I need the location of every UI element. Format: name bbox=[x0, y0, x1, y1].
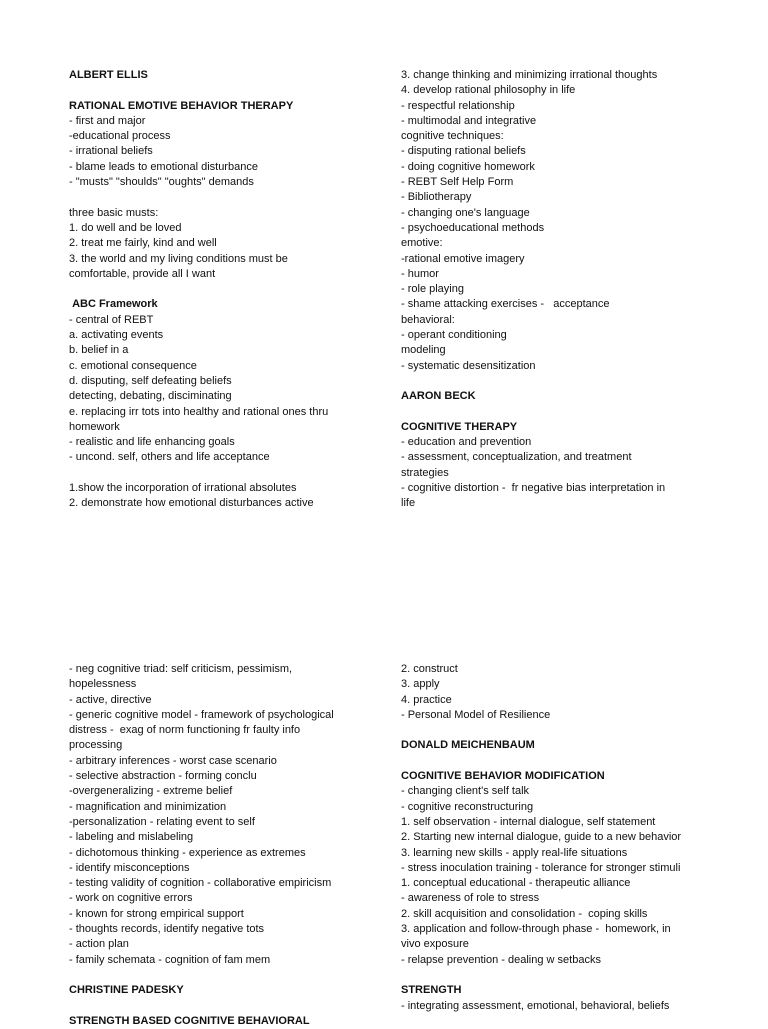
text-line: - arbitrary inferences - worst case scenario bbox=[69, 754, 277, 767]
text-line: 3. application and follow-through phase - homework, in bbox=[401, 923, 671, 936]
text-line: 1.show the incorporation of irrational absolutes bbox=[69, 482, 297, 495]
text-line: - blame leads to emotional disturbance bbox=[69, 160, 258, 173]
text-line: - Personal Model of Resilience bbox=[401, 708, 551, 721]
section-heading: ALBERT ELLIS bbox=[69, 69, 148, 81]
text-line: - action plan bbox=[69, 938, 129, 951]
text-line: - changing one's language bbox=[401, 206, 530, 219]
blank-line bbox=[401, 374, 701, 389]
page2-left-column bbox=[69, 662, 369, 1029]
text-line: 2. demonstrate how emotional disturbances active bbox=[69, 497, 314, 510]
text-line: 1. conceptual educational - therapeutic alliance bbox=[401, 877, 631, 890]
section-heading: COGNITIVE BEHAVIOR MODIFICATION bbox=[401, 770, 605, 783]
text-line: - awareness of role to stress bbox=[401, 892, 540, 905]
text-line: d. disputing, self defeating beliefs bbox=[69, 374, 232, 387]
blank-line bbox=[69, 999, 369, 1014]
blank-line bbox=[401, 754, 701, 769]
blank-line bbox=[401, 968, 701, 983]
text-line: detecting, debating, disciminating bbox=[69, 390, 232, 403]
text-line: behavioral: bbox=[401, 313, 455, 326]
text-line: - multimodal and integrative bbox=[401, 114, 537, 127]
text-line: - stress inoculation training - tolerance for stronger stimuli bbox=[401, 861, 681, 874]
text-line: - systematic desensitization bbox=[401, 359, 536, 372]
text-line: - work on cognitive errors bbox=[69, 892, 193, 905]
text-line: -educational process bbox=[69, 130, 171, 143]
text-line: - cognitive reconstructuring bbox=[401, 800, 534, 813]
text-line: - Bibliotherapy bbox=[401, 191, 472, 204]
text-line: - relapse prevention - dealing w setbacks bbox=[401, 953, 601, 966]
text-line: - cognitive distortion - fr negative bias interpretation in bbox=[401, 482, 666, 495]
text-line: distress - exag of norm functioning fr faulty info bbox=[69, 724, 301, 737]
text-line: - psychoeducational methods bbox=[401, 221, 545, 234]
text-line: 2. construct bbox=[401, 663, 458, 675]
text-line: - neg cognitive triad: self criticism, pessimism, bbox=[69, 663, 293, 675]
text-line: - REBT Self Help Form bbox=[401, 176, 514, 189]
text-line: 2. treat me fairly, kind and well bbox=[69, 237, 217, 250]
text-line: 1. self observation - internal dialogue, self statement bbox=[401, 815, 656, 828]
text-line: comfortable, provide all I want bbox=[69, 267, 216, 280]
text-line: homework bbox=[69, 420, 120, 433]
text-line: - integrating assessment, emotional, behavioral, beliefs bbox=[401, 999, 670, 1012]
section-heading: CHRISTINE PADESKY bbox=[69, 984, 184, 997]
text-line: - first and major bbox=[69, 114, 146, 127]
text-line: - uncond. self, others and life acceptance bbox=[69, 451, 270, 464]
blank-line bbox=[69, 282, 369, 297]
text-line: - assessment, conceptualization, and treatment bbox=[401, 451, 632, 464]
text-line: - identify misconceptions bbox=[69, 861, 190, 874]
text-line: - realistic and life enhancing goals bbox=[69, 436, 235, 449]
text-line: - family schemata - cognition of fam mem bbox=[69, 953, 271, 966]
text-line: - dichotomous thinking - experience as extremes bbox=[69, 846, 306, 859]
section-heading: ABC Framework bbox=[69, 298, 158, 311]
blank-line bbox=[69, 190, 369, 205]
text-line: hopelessness bbox=[69, 678, 137, 691]
text-line: - education and prevention bbox=[401, 436, 532, 449]
text-line: a. activating events bbox=[69, 329, 164, 342]
text-line: - changing client's self talk bbox=[401, 785, 530, 798]
text-line: c. emotional consequence bbox=[69, 359, 197, 372]
text-line: - testing validity of cognition - collaborative empiricism bbox=[69, 877, 332, 890]
text-line: 3. learning new skills - apply real-life situations bbox=[401, 846, 628, 859]
text-line: - magnification and minimization bbox=[69, 800, 227, 813]
text-line: -personalization - relating event to self bbox=[69, 815, 255, 828]
text-line: -overgeneralizing - extreme belief bbox=[69, 785, 233, 798]
text-line: life bbox=[401, 497, 416, 510]
section-heading: DONALD MEICHENBAUM bbox=[401, 739, 535, 752]
blank-line bbox=[69, 466, 369, 481]
text-line: 4. develop rational philosophy in life bbox=[401, 84, 576, 97]
text-line: emotive: bbox=[401, 237, 443, 250]
text-line: vivo exposure bbox=[401, 938, 469, 951]
page1-left-column bbox=[69, 68, 369, 512]
text-line: - role playing bbox=[401, 283, 464, 296]
text-line: - labeling and mislabeling bbox=[69, 831, 194, 844]
blank-line bbox=[401, 723, 701, 738]
text-line: 2. skill acquisition and consolidation - coping skills bbox=[401, 907, 648, 920]
text-line: 3. apply bbox=[401, 678, 440, 691]
text-line: -rational emotive imagery bbox=[401, 252, 525, 265]
text-line: processing bbox=[69, 739, 123, 752]
blank-line bbox=[69, 83, 369, 98]
section-heading: AARON BECK bbox=[401, 390, 476, 403]
text-line: 2. Starting new internal dialogue, guide to a new behavior bbox=[401, 831, 682, 844]
text-line: - operant conditioning bbox=[401, 329, 507, 342]
text-line: - doing cognitive homework bbox=[401, 160, 535, 173]
section-heading: COGNITIVE THERAPY bbox=[401, 420, 518, 433]
text-line: 3. change thinking and minimizing irrational thoughts bbox=[401, 69, 658, 81]
section-heading: STRENGTH bbox=[401, 984, 462, 997]
text-line: strategies bbox=[401, 466, 449, 479]
text-line: - known for strong empirical support bbox=[69, 907, 244, 920]
section-heading: STRENGTH BASED COGNITIVE BEHAVIORAL bbox=[69, 1014, 310, 1027]
text-line: - humor bbox=[401, 267, 439, 280]
text-line: - active, directive bbox=[69, 693, 152, 706]
page1-right-column bbox=[401, 68, 701, 512]
text-line: - selective abstraction - forming conclu bbox=[69, 770, 257, 783]
text-line: - generic cognitive model - framework of psychological bbox=[69, 708, 334, 721]
text-line: - central of REBT bbox=[69, 313, 154, 326]
text-line: - shame attacking exercises - acceptance bbox=[401, 298, 610, 311]
text-line: - irrational beliefs bbox=[69, 145, 153, 158]
section-heading: RATIONAL EMOTIVE BEHAVIOR THERAPY bbox=[69, 99, 294, 112]
text-line: 3. the world and my living conditions must be bbox=[69, 252, 288, 265]
text-line: three basic musts: bbox=[69, 206, 159, 219]
text-line: cognitive techniques: bbox=[401, 130, 504, 143]
page2-right-column bbox=[401, 662, 701, 1014]
text-line: - disputing rational beliefs bbox=[401, 145, 526, 158]
text-line: 1. do well and be loved bbox=[69, 221, 182, 234]
text-line: b. belief in a bbox=[69, 344, 129, 357]
text-line: - "musts" "shoulds" "oughts" demands bbox=[69, 176, 254, 189]
blank-line bbox=[69, 968, 369, 983]
text-line: modeling bbox=[401, 344, 446, 357]
blank-line bbox=[401, 405, 701, 420]
text-line: 4. practice bbox=[401, 693, 452, 706]
text-line: e. replacing irr tots into healthy and rational ones thru bbox=[69, 405, 329, 418]
text-line: - respectful relationship bbox=[401, 99, 515, 112]
text-line: - thoughts records, identify negative tots bbox=[69, 923, 265, 936]
